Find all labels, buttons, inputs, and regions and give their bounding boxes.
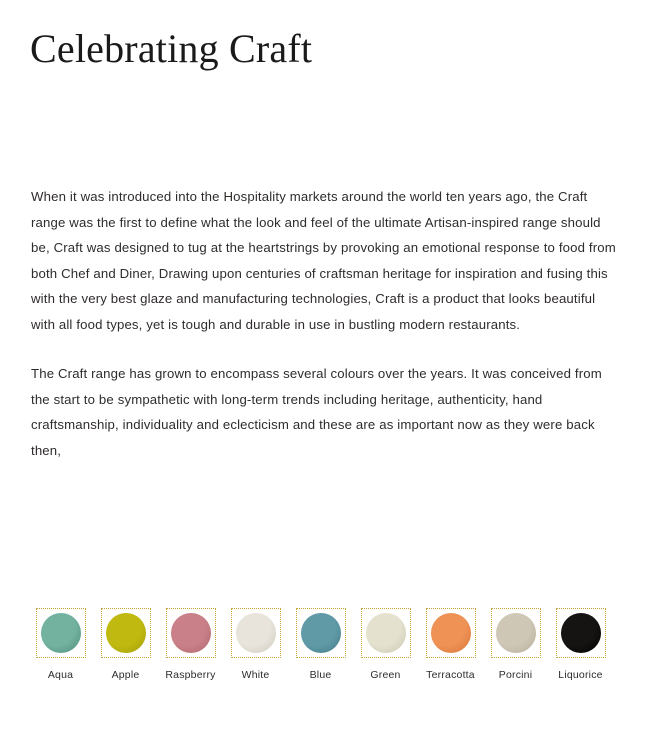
swatch-item-aqua[interactable] — [28, 608, 93, 681]
colour-swatch-row — [28, 608, 628, 681]
swatch-item-apple[interactable] — [93, 608, 158, 681]
swatch-disc-blue — [301, 613, 341, 653]
swatch-item-raspberry[interactable] — [158, 608, 223, 681]
swatch-box-apple — [101, 608, 151, 658]
swatch-disc-raspberry — [171, 613, 211, 653]
swatch-label-apple: Apple — [111, 669, 140, 681]
swatch-disc-porcini — [496, 613, 536, 653]
swatch-box-liquorice — [556, 608, 606, 658]
swatch-box-aqua — [36, 608, 86, 658]
swatch-label-raspberry: Raspberry — [165, 669, 216, 681]
swatch-disc-green — [366, 613, 406, 653]
swatch-item-white[interactable] — [223, 608, 288, 681]
swatch-box-raspberry — [166, 608, 216, 658]
swatch-label-blue: Blue — [309, 669, 332, 681]
body-copy — [31, 184, 623, 487]
page-title: Celebrating Craft — [30, 26, 313, 71]
swatch-label-porcini: Porcini — [498, 669, 533, 681]
swatch-item-porcini[interactable] — [483, 608, 548, 681]
swatch-disc-aqua — [41, 613, 81, 653]
swatch-item-green[interactable] — [353, 608, 418, 681]
swatch-disc-terracotta — [431, 613, 471, 653]
swatch-label-liquorice: Liquorice — [558, 669, 603, 681]
swatch-item-liquorice[interactable] — [548, 608, 613, 681]
swatch-label-white: White — [241, 669, 270, 681]
swatch-box-terracotta — [426, 608, 476, 658]
swatch-box-porcini — [491, 608, 541, 658]
swatch-label-terracotta: Terracotta — [426, 669, 475, 681]
paragraph-1: When it was introduced into the Hospitality markets around the world ten years ago, the Craft range was the first to define what the look and feel of the ultimate Artisan-inspired range should be, Craft was designed to tug at the heartstrings by provoking an emotional response to food from both Chef and Diner, Drawing upon centuries of craftsman heritage for inspiration and fusing this with the very best glaze and manufacturing technologies, Craft is a product that looks beautiful with all food types, yet is tough and durable in use in bustling modern restaurants. — [31, 189, 616, 332]
swatch-box-blue — [296, 608, 346, 658]
swatch-disc-white — [236, 613, 276, 653]
swatch-item-terracotta[interactable] — [418, 608, 483, 681]
paragraph-2: The Craft range has grown to encompass several colours over the years. It was conceived from the start to be sympathetic with long-term trends including heritage, authenticity, hand craftsmanship, individuality and eclecticism and these are as important now as they were back then, — [31, 366, 602, 458]
swatch-disc-apple — [106, 613, 146, 653]
swatch-item-blue[interactable] — [288, 608, 353, 681]
swatch-label-aqua: Aqua — [47, 669, 74, 681]
swatch-box-white — [231, 608, 281, 658]
swatch-disc-liquorice — [561, 613, 601, 653]
swatch-label-green: Green — [370, 669, 401, 681]
swatch-box-green — [361, 608, 411, 658]
